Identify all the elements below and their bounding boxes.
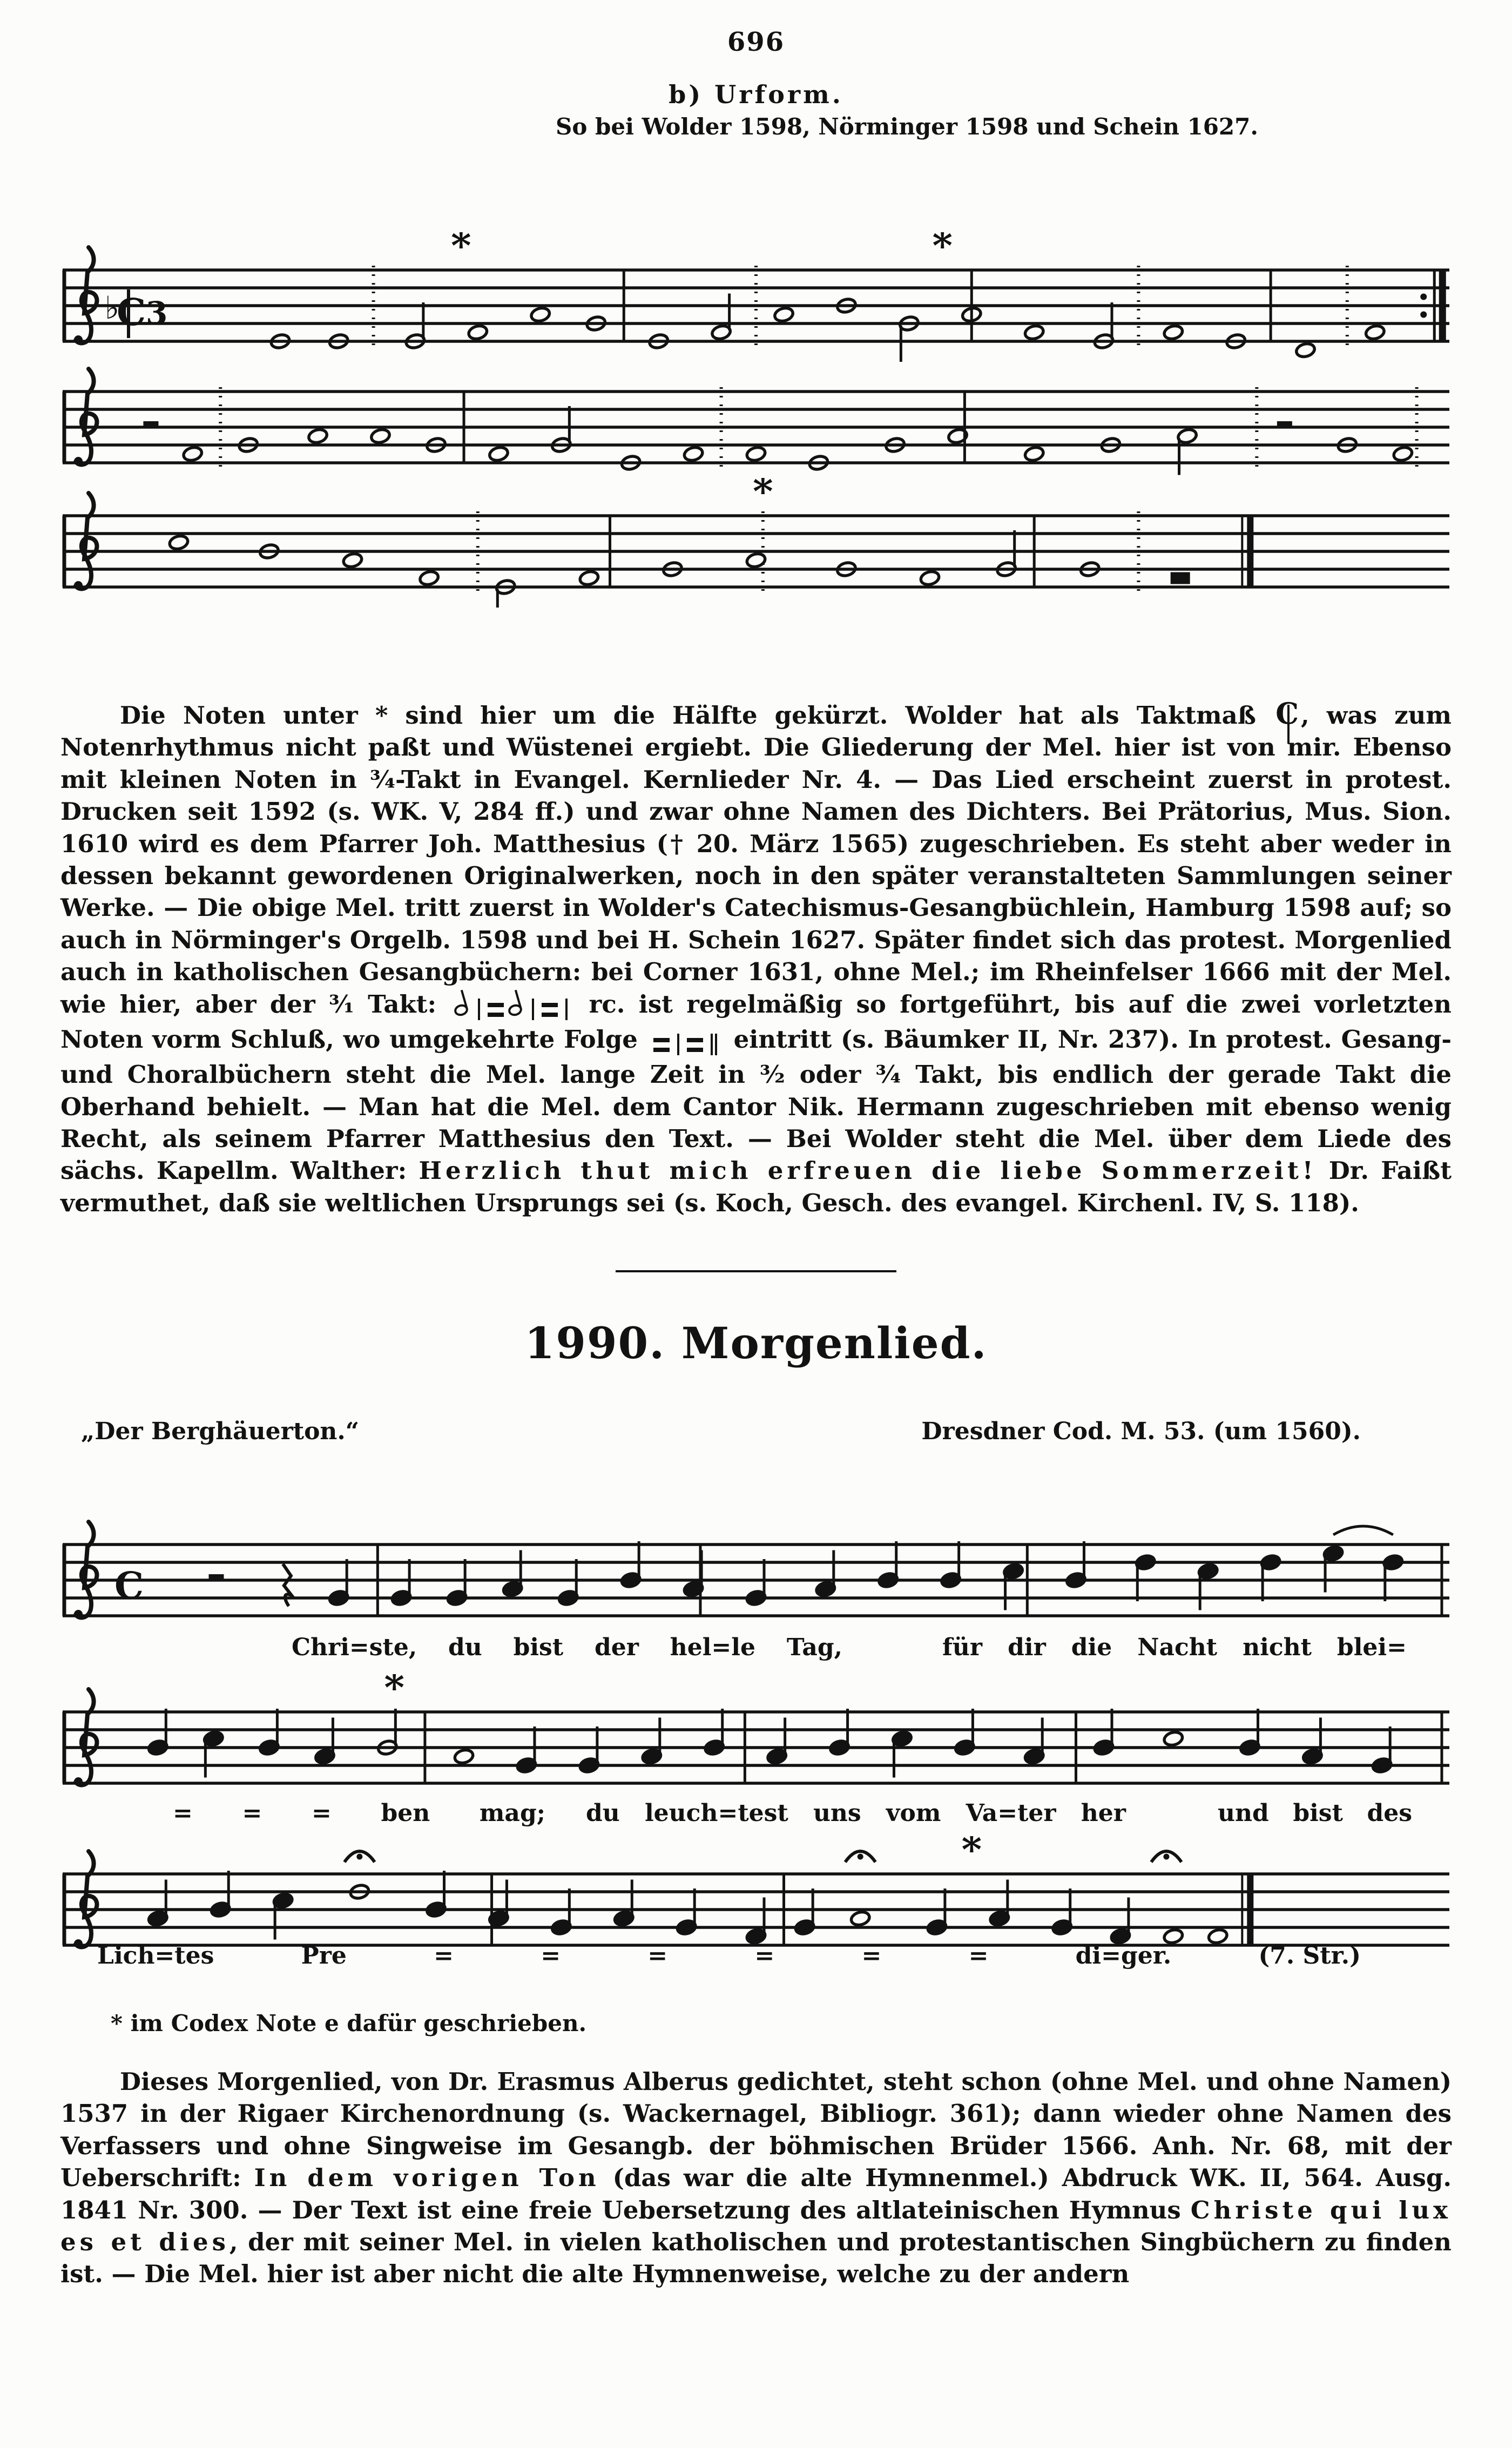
commentary-text: , der mit seiner Mel. in vielen katholischen und protestantischen Singbüchern zu finden ist. — Die Mel. hier ist aber nicht die alte Hymnenweise, welche zu der andern (60, 2227, 1452, 2289)
half-note-icon (683, 446, 704, 462)
lyric-syllable: Chri=ste, (292, 1634, 417, 1661)
lyric-syllable: bist (1293, 1799, 1343, 1827)
half-note-icon (850, 1910, 871, 1927)
treble-clef-icon (76, 493, 97, 589)
long-note-icon (1171, 572, 1190, 584)
lyric-syllable: Pre (301, 1942, 347, 1970)
half-note-icon (168, 534, 190, 551)
treble-clef-icon (76, 369, 97, 464)
lyric-syllable: = (754, 1942, 775, 1970)
half-note-icon (467, 324, 488, 341)
commentary-paragraph-urform: Die Noten unter * sind hier um die Hälfte gekürzt. Wolder hat als Taktmaß C, was zum Notenrhythmus nicht paßt und Wüstenei ergiebt. Die Gliederung der Mel. hier ist von mir. Ebenso mit kleinen Noten in ³⁄₄-Takt in Evangel. Kernlieder Nr. 4. — Das Lied erscheint zuerst in protest. Drucken seit 1592 (s. WK. V, 284 ff.) und zwar ohne Namen des Dichters. Bei Prätorius, Mus. Sion. 1610 wird es dem Pfarrer Joh. Matthesius († 20. März 1565) zugeschrieben. Es steht aber weder in dessen bekannt gewordenen Originalwerken, noch in den später veranstalteten Sammlungen seiner Werke. — Die obige Mel. tritt zuerst in Wolder's Catechismus-Gesangbüchlein, Hamburg 1598 auf; so auch in Nörminger's Orgelb. 1598 und bei H. Schein 1627. Später findet sich das protest. Morgenlied auch in katholischen Gesangbüchern: bei Corner 1631, ohne Mel.; im Rheinfelser 1666 mit der Mel. wie hier, aber der ³⁄₁ Takt: rc. ist regelmäßig so fortgeführt, bis auf die zwei vorletzten Noten vorm Schluß, wo umgekehrte Folge eintritt (s. Bäumker II, Nr. 237). In protest. Gesang- und Choralbüchern steht die Mel. lange Zeit in ³⁄₂ oder ³⁄₄ Takt, bis endlich der gerade Takt die Oberhand behielt. — Man hat die Mel. dem Cantor Nik. Hermann zugeschrieben mit ebenso wenig Recht, als seinem Pfarrer Matthesius den Text. — Bei Wolder steht die Mel. über dem Liede des sächs. Kapellm. Walther: Herzlich thut mich erfreuen die liebe Sommerzeit! Dr. Faißt vermuthet, daß sie weltlichen Ursprungs sei (s. Koch, Gesch. des evangel. Kirchenl. IV, S. 118). (60, 696, 1452, 1217)
lyric-phrase (97, 1942, 1361, 1970)
double-barline-icon (711, 1034, 713, 1055)
commentary-text: eintritt (s. Bäumker II, Nr. 237). In protest. Gesang- und Choralbüchern steht die Mel. lange Zeit in ³⁄₂ oder ³⁄₄ Takt, bis endlich der gerade Takt die Oberhand behielt. — Man hat die Mel. dem Cantor Nik. Hermann zugeschrieben mit ebenso wenig Recht, als seinem Pfarrer Matthesius den Text. — Bei Wolder steht die Mel. über dem Liede des sächs. Kapellm. Walther: (60, 1024, 1452, 1185)
music-staff-morgenlied-2 (60, 1674, 1452, 1804)
time-signature: C (114, 1564, 144, 1608)
half-note-icon (1365, 324, 1386, 341)
tune-name: „Der Berghäuerton.“ (81, 1418, 360, 1445)
repeat-dots-icon (1420, 294, 1427, 300)
treble-clef-icon (76, 1851, 97, 1947)
lyric-syllable: und (1218, 1799, 1269, 1827)
lyric-syllable: = (541, 1942, 561, 1970)
flat-sign-icon: ♭ (105, 289, 120, 326)
section-divider-rule (616, 1270, 896, 1272)
lyric-phrase (173, 1799, 545, 1827)
half-note-icon (454, 1748, 475, 1765)
half-note-icon (1163, 1730, 1184, 1747)
lyric-syllable: hel=le (670, 1634, 756, 1661)
half-note-icon (507, 1002, 524, 1017)
asterisk-marker: * (451, 232, 471, 268)
lyric-syllable: = (173, 1799, 193, 1827)
half-note-icon (1024, 446, 1045, 462)
quarter-rest-icon (283, 1564, 292, 1606)
lyric-syllable: bist (513, 1634, 564, 1661)
time-signature: C (117, 291, 146, 334)
urform-source-caption: So bei Wolder 1598, Nörminger 1598 und Schein 1627. (556, 113, 1258, 140)
half-note-icon (307, 428, 328, 444)
commentary-text: Dr. Faißt vermuthet, daß sie weltlichen Ursprungs sei (s. Koch, Gesch. des evangel. Kirchenl. IV, S. 118). (60, 1156, 1452, 1217)
lyric-syllable: = (647, 1942, 668, 1970)
lyric-syllable: = (861, 1942, 882, 1970)
asterisk-footnote: * im Codex Note e dafür geschrieben. (111, 2010, 587, 2036)
lyric-syllable: die (1071, 1634, 1112, 1661)
music-staff-morgenlied-1 (60, 1507, 1452, 1636)
half-note-icon (773, 306, 794, 323)
lyric-syllable: für (942, 1634, 983, 1661)
staff-svg (60, 354, 1452, 483)
asterisk-marker: * (932, 232, 953, 268)
hymn-number-title: 1990. Morgenlied. (524, 1318, 988, 1368)
lyric-syllable: mag; (479, 1799, 545, 1827)
lyric-syllable: du (586, 1799, 620, 1827)
svg-text:3: 3 (146, 295, 168, 332)
lyric-phrase (1218, 1799, 1412, 1827)
lyric-syllable: leuch=test (644, 1799, 788, 1827)
commentary-text: rc. ist regelmäßig so fortgeführt, bis auf die zwei vorletzten Noten vorm Schluß, wo umgekehrte Folge (60, 989, 1452, 1054)
half-note-icon (1024, 324, 1045, 341)
lyric-syllable: Va=ter (966, 1799, 1056, 1827)
lyric-syllable: uns (813, 1799, 861, 1827)
half-note-icon (453, 1002, 470, 1017)
lyric-syllable: = (242, 1799, 262, 1827)
asterisk-marker: * (384, 1674, 405, 1710)
lyric-syllable: = (434, 1942, 454, 1970)
breve-bars-icon (653, 1038, 670, 1052)
half-note-icon (182, 446, 203, 462)
half-note-icon (1392, 446, 1413, 462)
lyric-syllable: her (1081, 1799, 1126, 1827)
treble-clef-icon (76, 1522, 97, 1617)
lyric-syllable: di=ger. (1075, 1942, 1172, 1970)
half-note-icon (342, 552, 363, 569)
staff-svg (60, 232, 1452, 362)
staff-svg (60, 478, 1452, 608)
emphasized-heading-quote: In dem vorigen Ton (254, 2163, 600, 2193)
commentary-paragraph-morgenlied (60, 2066, 1452, 2290)
commentary-text: Die Noten unter * sind hier um die Hälfte gekürzt. Wolder hat als Taktmaß (120, 701, 1274, 730)
staff-svg (60, 1674, 1452, 1804)
lyric-phrase (292, 1634, 842, 1661)
half-note-icon (370, 428, 391, 444)
breve-bars-icon (687, 1038, 703, 1052)
lyric-syllable: Nacht (1137, 1634, 1218, 1661)
barline-icon (478, 999, 480, 1020)
half-note-icon (920, 570, 941, 586)
mensural-notation-icon (453, 992, 572, 1023)
breve-bars-icon (488, 1003, 504, 1017)
lyrics-line-3 (0, 1942, 1512, 1977)
music-staff-urform-3 (60, 478, 1452, 608)
lyric-syllable: Tag, (786, 1634, 842, 1661)
lyric-syllable: blei= (1336, 1634, 1407, 1661)
half-note-icon (746, 552, 767, 569)
lyric-syllable: Lich=tes (97, 1942, 214, 1970)
staff-svg (60, 1507, 1452, 1636)
page-number: 696 (727, 27, 785, 57)
asterisk-marker: * (753, 478, 773, 514)
lyric-syllable: des (1367, 1799, 1412, 1827)
lyric-syllable: (7. Str.) (1258, 1942, 1361, 1970)
lyric-syllable: = (312, 1799, 332, 1827)
music-staff-urform-1 (60, 232, 1452, 362)
barline-icon (677, 1034, 679, 1055)
half-rest-icon (1277, 421, 1292, 427)
asterisk-marker: * (961, 1836, 982, 1872)
breve-bars-icon (542, 1003, 558, 1017)
lyrics-line-2 (0, 1799, 1512, 1834)
tie-icon (1333, 1526, 1393, 1535)
half-note-icon (488, 446, 509, 462)
lyric-syllable: ben (381, 1799, 430, 1827)
half-note-icon (418, 570, 440, 586)
section-label-urform: b) Urform. (669, 80, 843, 109)
emphasized-latin-hymn: Christe qui lux es et dies (60, 2195, 1452, 2256)
lyric-phrase (942, 1634, 1407, 1661)
commentary-text: , was zum Notenrhythmus nicht paßt und Wüstenei ergiebt. Die Gliederung der Mel. hier ist von mir. Ebenso mit kleinen Noten in ³⁄₄-Takt in Evangel. Kernlieder Nr. 4. — Das Lied erscheint zuerst in protest. Drucken seit 1592 (s. WK. V, 284 ff.) und zwar ohne Namen des Dichters. Bei Prätorius, Mus. Sion. 1610 wird es dem Pfarrer Joh. Matthesius († 20. März 1565) zugeschrieben. Es steht aber weder in dessen bekannt gewordenen Originalwerken, noch in den später veranstalteten Sammlungen seiner Werke. — Die obige Mel. tritt zuerst in Wolder's Catechismus-Gesangbüchlein, Hamburg 1598 auf; so auch in Nörminger's Orgelb. 1598 und bei H. Schein 1627. Später findet sich das protest. Morgenlied auch in katholischen Gesangbüchern: bei Corner 1631, ohne Mel.; im Rheinfelser 1666 mit der Mel. wie hier, aber der ³⁄₁ Takt: (60, 701, 1452, 1019)
lyric-syllable: du (448, 1634, 482, 1661)
lyric-syllable: dir (1008, 1634, 1046, 1661)
half-note-icon (1163, 324, 1184, 341)
half-note-icon (746, 446, 767, 462)
barline-icon (565, 999, 568, 1020)
lyric-syllable: nicht (1243, 1634, 1312, 1661)
lyric-syllable: = (968, 1942, 989, 1970)
manuscript-source: Dresdner Cod. M. 53. (um 1560). (921, 1418, 1361, 1445)
treble-clef-icon (76, 1689, 97, 1785)
half-note-icon (578, 570, 599, 586)
barline-icon (532, 999, 534, 1020)
emphasized-song-title: Herzlich thut mich erfreuen die liebe Sommerzeit! (418, 1156, 1317, 1185)
lyric-syllable: vom (886, 1799, 941, 1827)
music-staff-urform-2 (60, 354, 1452, 483)
half-rest-icon (209, 1574, 224, 1580)
treble-clef-icon (76, 247, 97, 343)
mensural-notation-icon (650, 1027, 721, 1058)
commentary-text: Dieses Morgenlied, von Dr. Erasmus Alberus gedichtet, steht schon (ohne Mel. und ohne Namen) 1537 in der Rigaer Kirchenordnung (s. Wackernagel, Bibliogr. 361); dann wieder ohne Namen des Verfassers und ohne Singweise im Gesangb. der böhmischen Brüder 1566. Anh. Nr. 68, mit der Ueberschrift: (60, 2067, 1452, 2193)
half-rest-icon (143, 421, 158, 427)
lyrics-line-1 (0, 1634, 1512, 1668)
lyric-syllable: der (594, 1634, 639, 1661)
lyric-phrase (586, 1799, 1126, 1827)
half-note-icon (530, 306, 551, 323)
commentary-text: (das war die alte Hymnenmel.) Abdruck WK. II, 564. Ausg. 1841 Nr. 300. — Der Text ist eine freie Uebersetzung des altlateinischen Hymnus (60, 2163, 1452, 2224)
